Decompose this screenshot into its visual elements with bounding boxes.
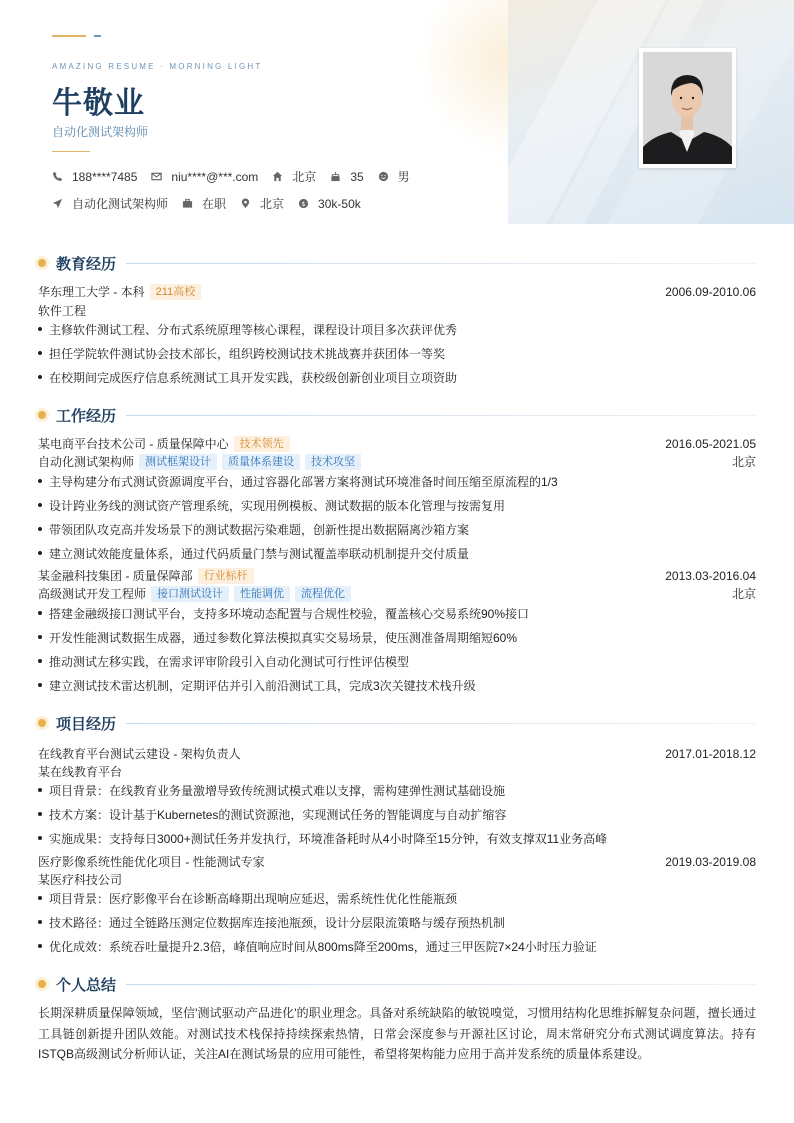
job-intent-row	[52, 195, 375, 212]
location-pin-icon	[240, 198, 251, 209]
job-role-row	[38, 585, 756, 602]
work-section-header	[36, 404, 756, 426]
section-divider	[126, 415, 756, 416]
gender-item	[378, 168, 410, 185]
target-position-text: 自动化测试架构师	[72, 197, 169, 211]
job-city: 北京	[731, 587, 756, 601]
cake-icon	[330, 171, 341, 182]
list-item: 实施成果：支持每日3000+测试任务并发执行，环境准备耗时从4小时降至15分钟，有效支撑双11业务高峰	[38, 830, 756, 847]
skill-tag: 接口测试设计	[151, 586, 229, 602]
list-item: 担任学院软件测试协会技术部长，组织跨校测试技术挑战赛并获团体一等奖	[38, 345, 756, 362]
project-name: 在线教育平台测试云建设 - 架构负责人	[38, 747, 241, 761]
major-row	[38, 302, 756, 319]
skill-tag: 流程优化	[295, 586, 351, 602]
project-section-header	[36, 712, 756, 734]
list-item: 建立测试效能度量体系，通过代码质量门禁与测试覆盖率联动机制提升交付质量	[38, 545, 756, 562]
candidate-name: 牛敬业	[52, 87, 145, 120]
major-text: 软件工程	[38, 304, 87, 318]
job-city: 北京	[731, 455, 756, 469]
email-item	[151, 170, 258, 184]
title-divider	[52, 151, 90, 152]
section-divider	[126, 723, 756, 724]
list-item: 推动测试左移实践，在需求评审阶段引入自动化测试可行性评估模型	[38, 653, 756, 670]
tagline: AMAZING RESUME · MORNING LIGHT	[52, 62, 263, 71]
phone-text: 188****7485	[72, 169, 138, 184]
gender-text: 男	[397, 170, 410, 184]
skill-tag: 质量体系建设	[222, 454, 300, 470]
company-tag: 行业标杆	[198, 568, 254, 584]
company-name: 某金融科技集团 - 质量保障部	[38, 569, 193, 583]
age-item	[330, 170, 363, 184]
decorative-line-short	[94, 35, 101, 37]
portrait-image	[643, 52, 732, 164]
summary-section-header	[36, 973, 756, 995]
project-header	[38, 745, 756, 762]
section-title: 个人总结	[56, 976, 117, 994]
email-text: niu****@***.com	[171, 169, 259, 184]
salary-item	[298, 197, 361, 211]
section-divider	[126, 263, 756, 264]
status-item	[182, 195, 226, 212]
section-dot	[38, 259, 46, 267]
skill-tag: 技术攻坚	[305, 454, 361, 470]
project-period: 2017.01-2018.12	[665, 746, 756, 761]
money-icon	[298, 198, 309, 209]
target-position-item	[52, 195, 168, 212]
section-title: 教育经历	[56, 255, 117, 273]
send-icon	[52, 198, 63, 209]
location-text: 北京	[292, 170, 317, 184]
project-period: 2019.03-2019.08	[665, 854, 756, 869]
project-org-row	[38, 871, 756, 888]
section-dot	[38, 980, 46, 988]
list-item: 优化成效：系统吞吐量提升2.3倍，峰值响应时间从800ms降至200ms，通过三甲医院7×24小时压力验证	[38, 938, 756, 955]
skill-tag: 测试框架设计	[139, 454, 217, 470]
skill-tag: 性能调优	[234, 586, 290, 602]
project-org: 某在线教育平台	[38, 765, 123, 779]
school-name: 华东理工大学 - 本科	[38, 285, 145, 299]
svg-text:$: $	[301, 199, 306, 208]
target-city-text: 北京	[260, 197, 285, 211]
home-icon	[272, 171, 283, 182]
list-item: 建立测试技术雷达机制，定期评估并引入前沿测试工具，完成3次关键技术栈升级	[38, 677, 756, 694]
education-period: 2006.09-2010.06	[665, 284, 756, 299]
contact-row	[52, 168, 424, 185]
company-tag: 技术领先	[234, 436, 290, 452]
target-city-item	[240, 195, 284, 212]
project-header	[38, 853, 756, 870]
job-role: 高级测试开发工程师	[38, 587, 147, 601]
education-entry	[38, 283, 756, 300]
section-dot	[38, 411, 46, 419]
company-name: 某电商平台技术公司 - 质量保障中心	[38, 437, 229, 451]
section-dot	[38, 719, 46, 727]
section-divider	[126, 984, 756, 985]
job-header	[38, 435, 756, 452]
list-item: 主修软件测试工程、分布式系统原理等核心课程，课程设计项目多次获评优秀	[38, 321, 756, 338]
job-role: 自动化测试架构师	[38, 455, 135, 469]
list-item: 主导构建分布式测试资源调度平台，通过容器化部署方案将测试环境准备时间压缩至原流程的1/3	[38, 473, 756, 490]
briefcase-icon	[182, 198, 193, 209]
section-title: 项目经历	[56, 715, 117, 733]
school-tag: 211高校	[150, 284, 202, 300]
project-org: 某医疗科技公司	[38, 873, 123, 887]
section-title: 工作经历	[56, 407, 117, 425]
list-item: 项目背景：在线教育业务量激增导致传统测试模式难以支撑，需构建弹性测试基础设施	[38, 782, 756, 799]
education-section-header	[36, 252, 756, 274]
job-period: 2013.03-2016.04	[665, 568, 756, 583]
status-text: 在职	[202, 197, 227, 211]
location-item	[272, 168, 316, 185]
summary-text: 长期深耕质量保障领域，坚信'测试驱动产品进化'的职业理念。具备对系统缺陷的敏锐嗅觉，习惯用结构化思维拆解复杂问题，擅长通过工具链创新提升团队效能。对测试技术栈保持持续探索热情，日常会深度参与开源社区讨论，周末常研究分布式测试调度算法。持有ISTQB高级测试分析师认证，关注AI在测试场景的应用可能性，希望将架构能力应用于高并发系统的质量体系建设。	[38, 1006, 756, 1061]
smiley-icon	[378, 171, 389, 182]
decorative-line	[52, 35, 86, 37]
mail-icon	[151, 171, 162, 182]
phone-icon	[52, 171, 63, 182]
job-period: 2016.05-2021.05	[665, 436, 756, 451]
profile-photo	[639, 48, 736, 168]
phone-item	[52, 170, 137, 184]
list-item: 项目背景：医疗影像平台在诊断高峰期出现响应延迟，需系统性优化性能瓶颈	[38, 890, 756, 907]
candidate-title: 自动化测试架构师	[52, 125, 149, 139]
list-item: 技术路径：通过全链路压测定位数据库连接池瓶颈，设计分层限流策略与缓存预热机制	[38, 914, 756, 931]
list-item: 开发性能测试数据生成器，通过参数化算法模拟真实交易场景，使压测准备周期缩短60%	[38, 629, 756, 646]
salary-text: 30k-50k	[318, 196, 361, 211]
project-name: 医疗影像系统性能优化项目 - 性能测试专家	[38, 855, 265, 869]
project-org-row	[38, 763, 756, 780]
list-item: 搭建金融级接口测试平台，支持多环境动态配置与合规性校验，覆盖核心交易系统90%接口	[38, 605, 756, 622]
job-role-row	[38, 453, 756, 470]
resume-header	[0, 0, 794, 224]
list-item: 设计跨业务线的测试资产管理系统，实现用例模板、测试数据的版本化管理与按需复用	[38, 497, 756, 514]
list-item: 在校期间完成医疗信息系统测试工具开发实践，获校级创新创业项目立项资助	[38, 369, 756, 386]
list-item: 带领团队攻克高并发场景下的测试数据污染难题，创新性提出数据隔离沙箱方案	[38, 521, 756, 538]
age-text: 35	[350, 169, 364, 184]
list-item: 技术方案：设计基于Kubernetes的测试资源池，实现测试任务的智能调度与自动扩缩容	[38, 806, 756, 823]
job-header	[38, 567, 756, 584]
